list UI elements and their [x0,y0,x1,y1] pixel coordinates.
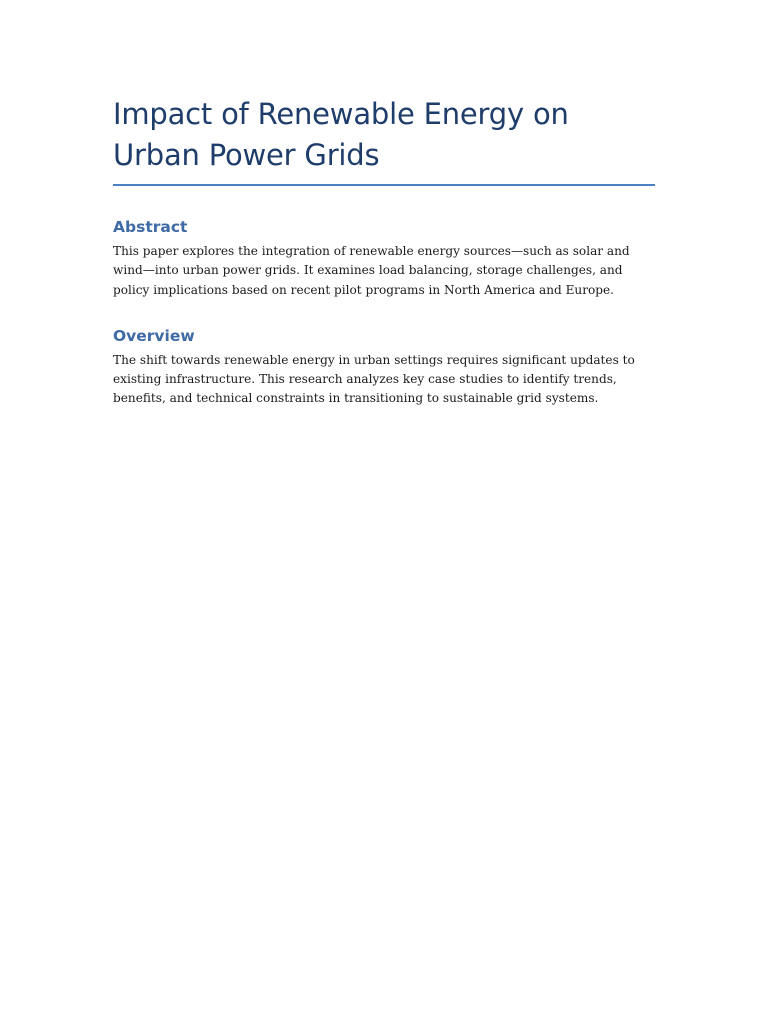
document-page [113,94,655,409]
overview-paragraph: The shift towards renewable energy in urban settings requires significant updates to existing infrastructure. This research analyzes key case studies to identify trends, benefits, and technical constraints in transitioning to sustainable grid systems. [113,352,635,406]
overview-heading: Overview [113,326,195,345]
abstract-heading: Abstract [113,218,188,236]
abstract-paragraph: This paper explores the integration of renewable energy sources—such as solar and wind—into urban power grids. It examines load balancing, storage challenges, and policy implications based on recent pilot programs in North America and Europe. [113,244,630,297]
document-title: Impact of Renewable Energy on Urban Power Grids [113,94,655,186]
